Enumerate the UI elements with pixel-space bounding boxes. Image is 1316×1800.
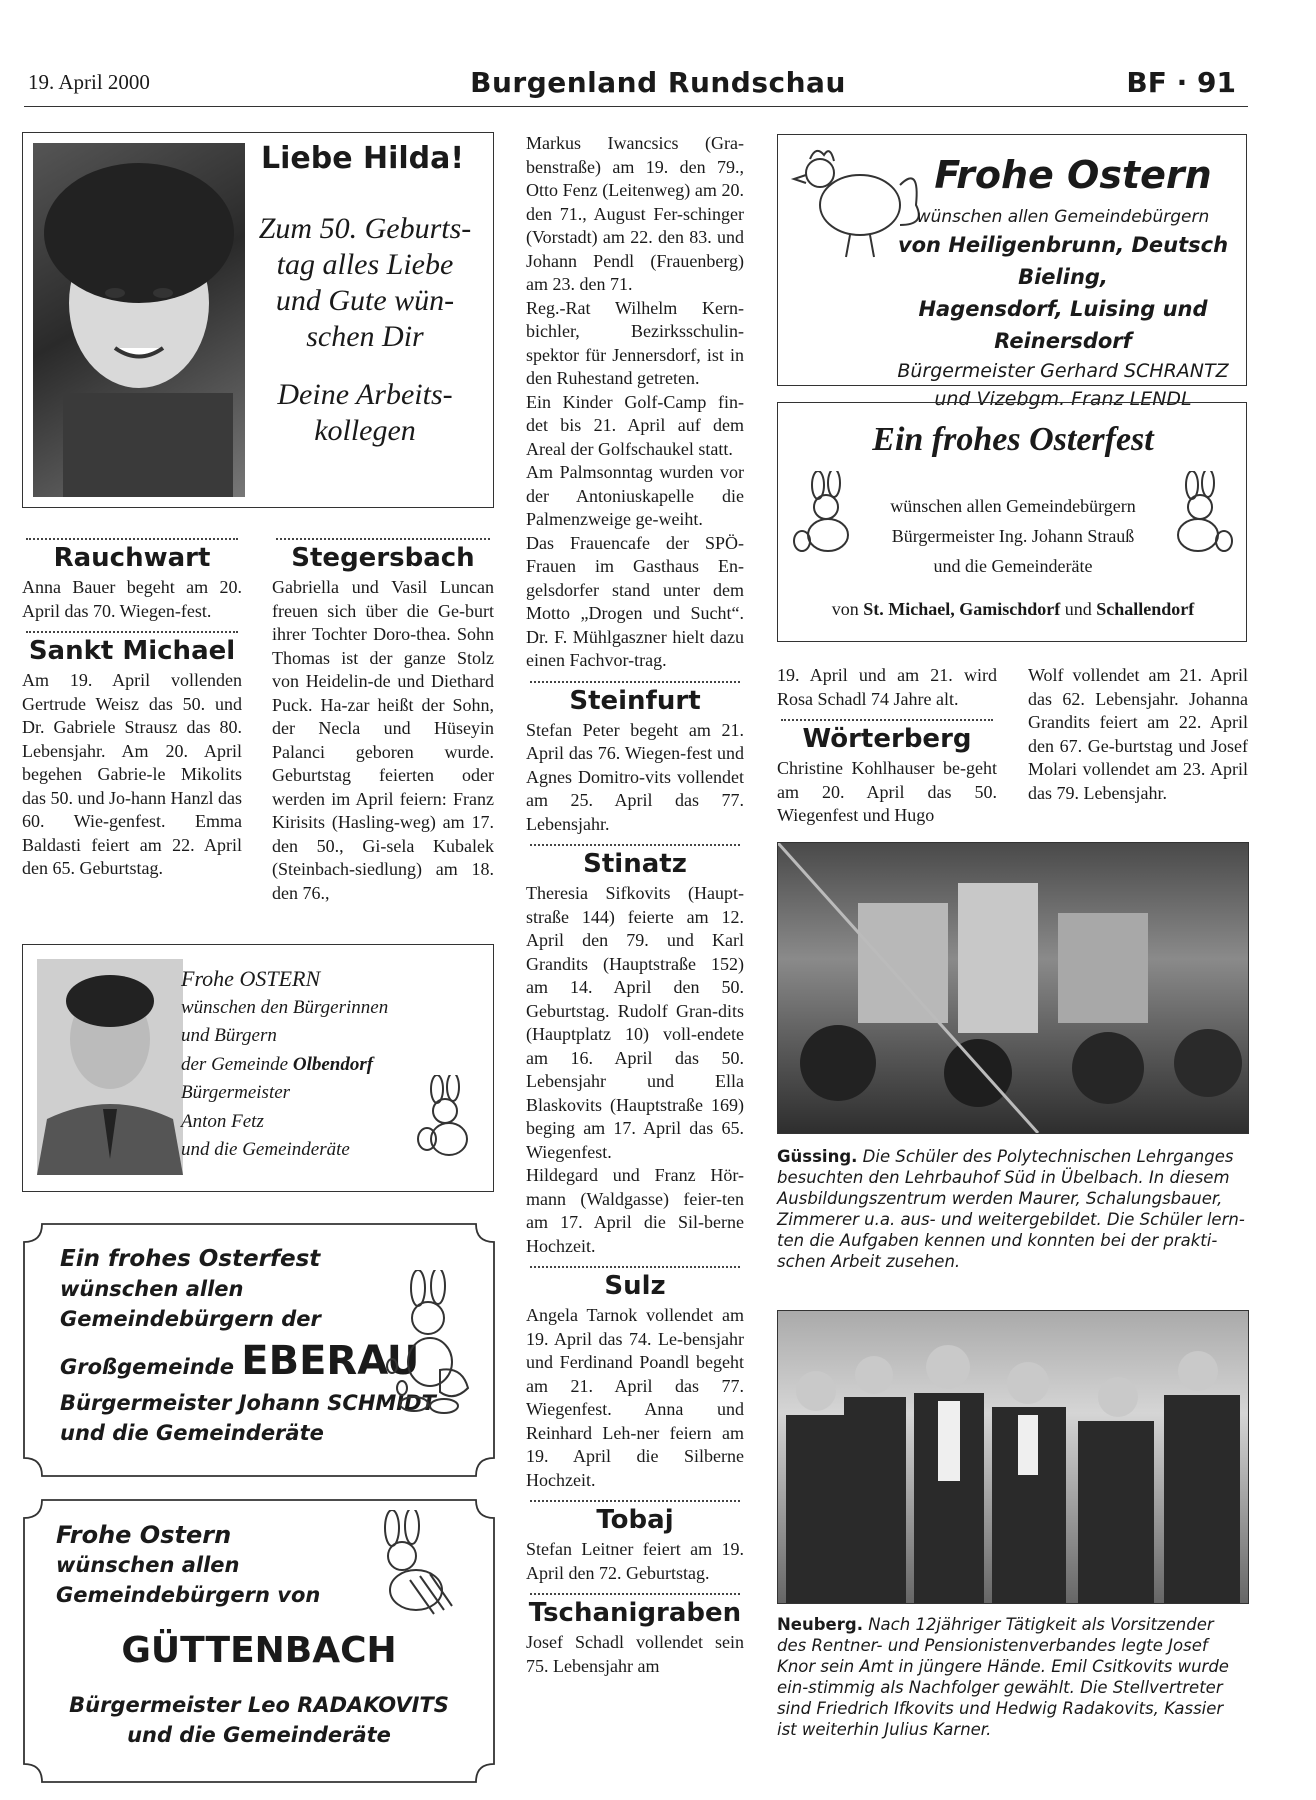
easter-bunny-icon — [413, 1075, 483, 1165]
separator — [781, 719, 993, 721]
st-michael-body — [878, 491, 1148, 581]
text-schadl-continued: 19. April und am 21. wird Rosa Schadl 74 Jahre alt. — [777, 665, 997, 709]
eberau-line-4a: Großgemeinde — [60, 1355, 234, 1379]
text-woerterberg-continued: Wolf vollendet am 21. April das 62. Lebensjahr. Johanna Grandits feiert am 22. April den 67. Ge-burtstag und Josef Molari vollendet am 23. April das 79. Lebensjahr. — [1028, 665, 1248, 803]
header-rule — [24, 106, 1248, 107]
heiligenbrunn-line-6: und Vizebgm. Franz LENDL — [934, 388, 1192, 410]
olbendorf-line-4 — [181, 1051, 388, 1080]
caption-guessing-text: Die Schüler des Polytechnischen Lehrganges besuchten den Lehrbauhof Süd in Übelbach. In diesem Ausbildungszentrum werden Maurer, Schalungsbauer, Zimmerer u.a. aus- und weitergebildet. Die Schüler lern-ten die Aufgaben kennen und konnten bei der prakti-schen Arbeit zusehen. — [777, 1147, 1245, 1271]
heiligenbrunn-line-4: Hagensdorf, Luising und Reinersdorf — [918, 297, 1208, 353]
st-michael-schallendorf: Schallendorf — [1096, 599, 1195, 619]
eberau-line-1: Ein frohes Osterfest — [60, 1246, 321, 1272]
issue-date: 19. April 2000 — [28, 70, 150, 94]
heading-sulz: Sulz — [604, 1271, 666, 1301]
eberau-line-2: wünschen allen — [60, 1277, 244, 1301]
text-tobaj: Stefan Leitner feiert am 19. April den 72. Geburtstag. — [526, 1539, 744, 1583]
separator — [26, 538, 238, 540]
eberau-ad — [60, 1244, 436, 1448]
hilda-sign-1: Deine Arbeits- — [277, 378, 453, 411]
heading-stegersbach: Stegersbach — [291, 543, 475, 573]
hilda-greeting — [245, 211, 485, 449]
separator — [530, 681, 740, 683]
caption-guessing-place: Güssing. — [777, 1147, 858, 1166]
separator — [530, 1593, 740, 1595]
heading-tschanigraben: Tschanigraben — [528, 1598, 742, 1628]
olbendorf-line-2: wünschen den Bürgerinnen — [181, 996, 389, 1018]
olbendorf-municipality: Olbendorf — [292, 1053, 374, 1075]
easter-bunny-icon — [788, 471, 868, 561]
heiligenbrunn-line-3: von Heiligenbrunn, Deutsch Bieling, — [897, 233, 1229, 289]
guettenbach-municipality: GÜTTENBACH — [121, 1630, 397, 1671]
hilda-line-1: Zum 50. Geburts- — [258, 212, 472, 245]
guettenbach-line-5: Bürgermeister Leo RADAKOVITS — [69, 1693, 449, 1717]
caption-neuberg — [777, 1614, 1247, 1740]
olbendorf-line-4a: der Gemeinde — [181, 1053, 293, 1075]
olbendorf-line-3: und Bürgern — [181, 1025, 277, 1046]
heiligenbrunn-ad — [777, 134, 1247, 410]
olbendorf-line-1: Frohe OSTERN — [181, 966, 321, 991]
text-stegersbach: Gabriella und Vasil Luncan freuen sich über die Ge-burt ihrer Tochter Doro-thea. Sohn Thomas ist der ganze Stolz von Heidelin-de und Diethard Puck. Ha-zar heißt der Sohn, der Necla und Hüseyin Palanci geboren wurde. Geburtstag feierten oder werden im April feiern: Franz Kirisits (Hasling-weg) am 17. den 50., Gi-sela Kubalek (Steinbach-siedlung) am 18. den 76., — [272, 577, 494, 903]
easter-bunny-icon — [360, 1510, 460, 1620]
olbendorf-ad — [22, 944, 494, 1192]
olbendorf-text — [181, 965, 388, 1165]
st-michael-from: von — [831, 599, 864, 619]
text-woerterberg: Christine Kohlhauser be-geht am 20. April das 50. Wiegenfest und Hugo — [777, 758, 997, 825]
woman-portrait-photo — [33, 143, 245, 497]
heading-steinfurt: Steinfurt — [569, 685, 701, 716]
olbendorf-line-7: und die Gemeinderäte — [181, 1139, 350, 1160]
guettenbach-signature — [22, 1690, 496, 1750]
separator — [530, 1500, 740, 1502]
page-number: BF · 91 — [1126, 66, 1236, 99]
photo-construction-workshop — [777, 842, 1249, 1134]
text-stinatz-2: Hildegard und Franz Hör-mann (Waldgasse) feier-ten am 17. April die Sil-berne Hochzeit. — [526, 1165, 744, 1256]
st-michael-municipalities: St. Michael, Gamischdorf — [863, 599, 1061, 619]
easter-bunny-icon — [1158, 471, 1238, 561]
text-reg-rat: Reg.-Rat Wilhelm Kern-bichler, Bezirksschulin-spektor für Jennersdorf, ist in den Ruhestand getreten. — [526, 297, 744, 388]
guettenbach-line-1: Frohe Ostern — [56, 1521, 232, 1549]
text-stinatz: Theresia Sifkovits (Haupt-straße 144) feierte am 12. April den 79. und Karl Grandits (Hauptstraße 152) am 14. April den 50. Geburtstag. Rudolf Gran-dits (Hauptplatz 10) voll-endete am 16. April das 50. Lebensjahr und Ella Blaskovits (Hauptstraße 169) beging am 17. April das 65. Wiegenfest. — [526, 883, 744, 1162]
olbendorf-line-6: Anton Fetz — [181, 1110, 264, 1132]
column-1 — [22, 530, 242, 881]
olbendorf-line-5: Bürgermeister — [181, 1082, 291, 1103]
heading-tobaj: Tobaj — [596, 1505, 674, 1535]
text-golf-camp: Ein Kinder Golf-Camp fin-det bis 21. April auf dem Areal der Golfschaukel statt. — [526, 391, 744, 459]
text-steinfurt: Stefan Peter begeht am 21. April das 76. Wiegen-fest und Agnes Domitro-vits vollendet am 25. April das 77. Lebensjahr. — [526, 719, 744, 834]
heading-rauchwart: Rauchwart — [53, 543, 211, 573]
text-sulz: Angela Tarnok vollendet am 19. April das 74. Le-bensjahr und Ferdinand Poandl begeht am 21. April das 77. Wiegenfest. Anna und Reinhard Leh-ner feiern am 19. April die Silberne Hochzeit. — [526, 1305, 744, 1490]
st-michael-ad — [777, 402, 1247, 642]
separator — [26, 631, 238, 633]
heading-sankt-michael: Sankt Michael — [28, 636, 236, 666]
mayor-portrait-photo — [37, 959, 183, 1175]
st-michael-line-3: Bürgermeister Ing. Johann Strauß — [891, 526, 1135, 546]
guettenbach-ad — [56, 1520, 320, 1610]
heading-woerterberg: Wörterberg — [802, 724, 972, 754]
separator — [276, 538, 490, 540]
text-birthdays-top: Markus Iwancsics (Gra-benstraße) am 19. den 79., Otto Fenz (Leitenweg) am 20. den 71., August Fer-schinger (Vorstadt) am 22. den 83. und Johann Pendl (Frauenberg) am 23. den 71. — [526, 133, 744, 294]
heiligenbrunn-body — [878, 205, 1248, 413]
guettenbach-line-6: und die Gemeinderäte — [127, 1723, 391, 1747]
text-tschanigraben: Josef Schadl vollendet sein 75. Lebensjahr am — [526, 1632, 744, 1676]
hilda-ad — [22, 132, 494, 508]
hilda-line-3: und Gute wün- — [275, 284, 455, 317]
hilda-line-4: schen Dir — [306, 320, 424, 353]
heiligenbrunn-title: Frohe Ostern — [934, 153, 1212, 197]
text-sankt-michael: Am 19. April vollenden Gertrude Weisz das 50. und Dr. Gabriele Strausz das 80. Lebensjahr. Am 20. April begehen Gabrie-le Mikolits das 50. und Jo-hann Hanzl das 60. Wie-genfest. Emma Baldasti feiert am 22. April den 65. Geburtstag. — [22, 670, 242, 878]
st-michael-line-2: wünschen allen Gemeindebürgern — [890, 496, 1136, 516]
text-palmsonntag: Am Palmsonntag wurden vor der Antoniuskapelle die Palmenzweige ge-weiht. — [526, 462, 744, 529]
heading-stinatz: Stinatz — [583, 849, 687, 879]
st-michael-line-4: und die Gemeinderäte — [933, 556, 1093, 576]
hilda-line-2: tag alles Liebe — [276, 248, 454, 281]
text-frauencafe: Das Frauencafe der SPÖ-Frauen im Gasthaus En-gelsdorfer stand unter dem Motto „Drogen und Sucht“. Dr. F. Mühlgaszner hielt dazu einen Fachvor-trag. — [526, 532, 744, 670]
eberau-municipality: EBERAU — [241, 1338, 420, 1384]
newspaper-title: Burgenland Rundschau — [470, 66, 846, 99]
guettenbach-line-3: Gemeindebürgern von — [56, 1583, 321, 1607]
photo-neuberg-group — [777, 1310, 1249, 1604]
hilda-title: Liebe Hilda! — [261, 141, 465, 176]
eberau-line-6: und die Gemeinderäte — [60, 1421, 324, 1445]
eberau-line-5: Bürgermeister Johann SCHMIDT — [60, 1391, 436, 1415]
text-rauchwart: Anna Bauer begeht am 20. April das 70. Wiegen-fest. — [22, 577, 242, 621]
column-5 — [1028, 664, 1248, 805]
caption-neuberg-text: Nach 12jähriger Tätigkeit als Vorsitzender des Rentner- und Pensionistenverbandes legte Josef Knor sein Amt in jüngere Hände. Emil Csitkovits wurde ein-stimmig als Nachfolger gewählt. Die Stellvertreter sind Friedrich Ifkovits und Hedwig Radakovits, Kassier ist weiterhin Julius Karner. — [777, 1615, 1229, 1739]
st-michael-line-5 — [778, 599, 1248, 620]
column-2 — [272, 530, 494, 905]
separator — [530, 844, 740, 846]
heiligenbrunn-line-5: Bürgermeister Gerhard SCHRANTZ — [897, 360, 1229, 382]
eberau-line-3: Gemeindebürgern der — [60, 1307, 321, 1331]
st-michael-and: und — [1060, 599, 1097, 619]
column-4 — [777, 664, 997, 828]
guettenbach-line-2: wünschen allen — [56, 1553, 240, 1577]
eberau-line-4 — [60, 1338, 436, 1384]
column-3 — [526, 132, 744, 1678]
bunny-with-basket-icon — [382, 1270, 482, 1420]
st-michael-title: Ein frohes Osterfest — [872, 421, 1154, 458]
caption-neuberg-place: Neuberg. — [777, 1615, 863, 1634]
separator — [530, 1266, 740, 1268]
caption-guessing — [777, 1146, 1247, 1272]
hilda-sign-2: kollegen — [314, 414, 416, 447]
heiligenbrunn-line-2: wünschen allen Gemeindebürgern — [916, 207, 1210, 227]
